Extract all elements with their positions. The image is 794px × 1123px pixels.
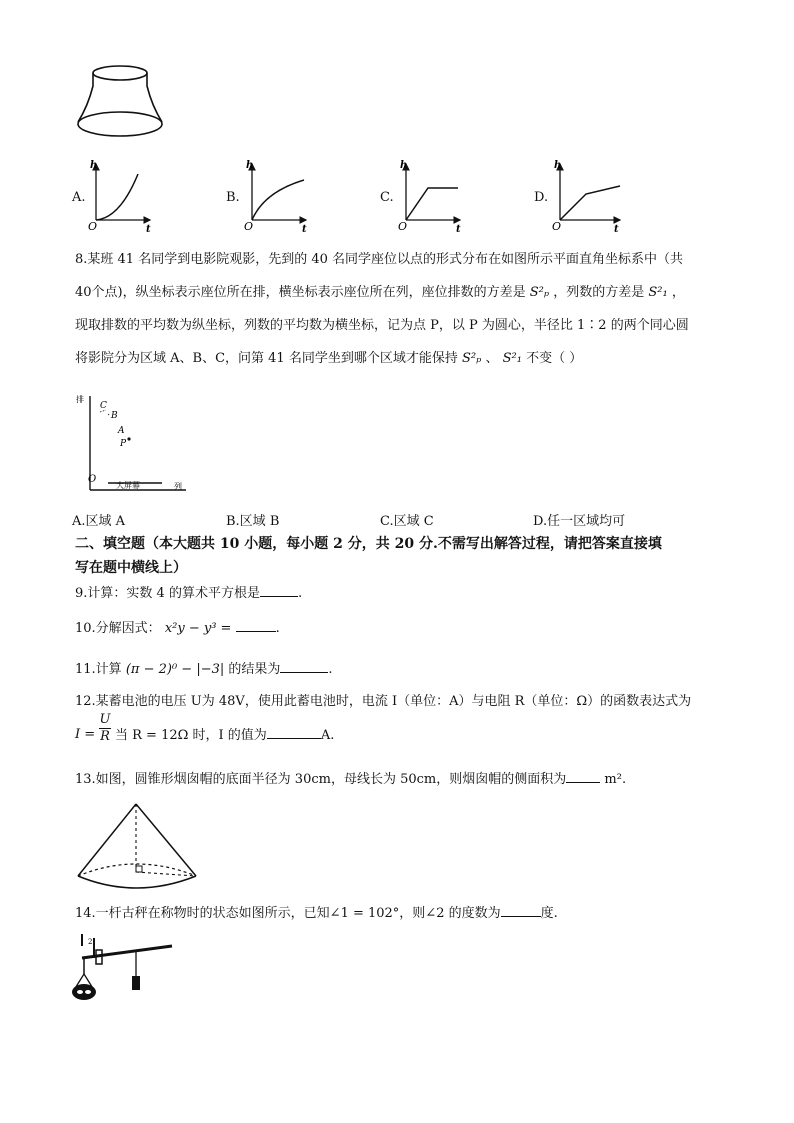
origin-label: O bbox=[244, 220, 254, 233]
q14-answer-blank bbox=[501, 904, 541, 917]
graph-option-c bbox=[396, 158, 466, 234]
q14-angle-2-mark: 2 bbox=[88, 938, 93, 946]
q14 bbox=[75, 904, 558, 923]
q8-line-4 bbox=[75, 350, 582, 368]
q8-y-axis-label: 排 bbox=[76, 395, 84, 404]
q8-line-1: 8.某班 41 名同学到电影院观影，先到的 40 名同学座位以点的形式分布在如图所示平面直角坐标系中（共 bbox=[75, 252, 684, 267]
q9-end: . bbox=[297, 586, 303, 601]
q8-line-4b: 、 bbox=[485, 351, 499, 366]
q8-var-sp2: S²ₚ bbox=[529, 285, 550, 300]
q13-cone-figure bbox=[74, 800, 200, 892]
axis-t-label: t bbox=[456, 224, 461, 234]
axis-h-label: h bbox=[90, 160, 98, 171]
q8-var-sp2-b: S²ₚ bbox=[461, 351, 482, 366]
q14-text: 14.一杆古秤在称物时的状态如图所示，已知∠1 = 102°，则∠2 的度数为 bbox=[75, 906, 501, 921]
q10-answer-blank bbox=[236, 619, 276, 632]
q8-region-b-label: B bbox=[111, 411, 118, 421]
q12-mid: 当 R = 12Ω 时，I 的值为 bbox=[115, 728, 267, 743]
q8-option-a: A.区域 A bbox=[72, 514, 126, 529]
q8-line-2c: ， bbox=[671, 285, 685, 300]
q13-answer-blank bbox=[566, 770, 600, 783]
section-2-heading-line-1: 二、填空题（本大题共 10 小题，每小题 2 分，共 20 分.不需写出解答过程，请把答案直接填 bbox=[75, 536, 662, 552]
q12-i-eq: I = bbox=[75, 727, 96, 742]
graph-option-d-label: D. bbox=[534, 190, 549, 205]
graph-option-c-label: C. bbox=[380, 190, 394, 205]
q13-unit: m² bbox=[604, 772, 622, 787]
q8-region-a-label: A bbox=[118, 426, 125, 436]
q9-text: 9.计算：实数 4 的算术平方根是 bbox=[75, 586, 260, 601]
q14-end: 度. bbox=[540, 906, 558, 921]
q10-text: 10.分解因式： bbox=[75, 621, 161, 636]
q8-line-2b: ，列数的方差是 bbox=[553, 285, 645, 300]
q8-line-2 bbox=[75, 284, 685, 302]
q8-region-c-label: C bbox=[100, 401, 107, 411]
q12-line-1: 12.某蓄电池的电压 U为 48V，使用此蓄电池时，电流 I（单位：A）与电阻 R（单位：Ω）的函数表达式为 bbox=[75, 694, 692, 709]
q8-line-4c: 不变（ ） bbox=[526, 351, 583, 366]
q12-frac-den: R bbox=[100, 729, 110, 744]
q10-expr: x²y − y³ = bbox=[164, 621, 232, 636]
q8-var-sl2: S²₁ bbox=[648, 285, 668, 300]
q12-fraction bbox=[99, 712, 111, 745]
q8-option-b: B.区域 B bbox=[226, 514, 280, 529]
q11-end: . bbox=[328, 662, 333, 677]
q8-point-p-label: P bbox=[120, 439, 127, 449]
q8-option-d: D.任一区域均可 bbox=[533, 514, 626, 529]
q11-expr: (π − 2)⁰ − |−3| bbox=[125, 662, 225, 677]
q10 bbox=[75, 619, 280, 638]
q8-line-4a: 将影院分为区域 A、B、C，问第 41 名同学坐到哪个区域才能保持 bbox=[75, 351, 458, 366]
graph-option-b bbox=[242, 158, 312, 234]
q8-line-2a: 40个点)，纵坐标表示座位所在排，横坐标表示座位所在列，座位排数的方差是 bbox=[75, 285, 526, 300]
q13-text: 13.如图，圆锥形烟囱帽的底面半径为 30cm，母线长为 50cm，则烟囱帽的侧面积为 bbox=[75, 772, 567, 787]
q8-screen-label: 大屏幕 bbox=[116, 481, 140, 490]
q8-x-axis-label: 列 bbox=[174, 482, 182, 491]
q14-steelyard-figure bbox=[70, 930, 176, 1010]
q11-answer-blank bbox=[280, 660, 328, 673]
q12-answer-blank bbox=[267, 726, 321, 739]
origin-label: O bbox=[552, 220, 562, 233]
q11-mid: 的结果为 bbox=[228, 662, 281, 677]
q13 bbox=[75, 770, 626, 789]
q13-end: . bbox=[621, 772, 627, 787]
axis-t-label: t bbox=[146, 224, 151, 234]
axis-t-label: t bbox=[302, 224, 307, 234]
axis-h-label: h bbox=[246, 160, 254, 171]
q9-answer-blank bbox=[260, 584, 298, 597]
graph-option-b-label: B. bbox=[226, 190, 240, 205]
q8-option-c: C.区域 C bbox=[380, 514, 434, 529]
section-2-heading-line-2: 写在题中横线上） bbox=[75, 560, 187, 576]
q12-frac-num: U bbox=[99, 712, 111, 727]
q11-text: 11.计算 bbox=[75, 662, 122, 677]
q8-line-3: 现取排数的平均数为纵坐标，列数的平均数为横坐标，记为点 P，以 P 为圆心，半径比 1∶2 的两个同心圆 bbox=[75, 318, 689, 333]
graph-option-d bbox=[550, 158, 626, 234]
q12-end: A. bbox=[320, 728, 335, 743]
origin-label: O bbox=[398, 220, 408, 233]
q10-end: . bbox=[275, 621, 280, 636]
q12-line-2-rest bbox=[115, 726, 334, 745]
axis-t-label: t bbox=[614, 224, 619, 234]
q8-origin-label: O bbox=[88, 474, 97, 485]
graph-option-a-label: A. bbox=[72, 190, 86, 205]
graph-option-a bbox=[86, 158, 156, 234]
frustum-figure bbox=[74, 62, 166, 144]
origin-label: O bbox=[88, 220, 98, 233]
axis-h-label: h bbox=[400, 160, 408, 171]
q8-var-sl2-b: S²₁ bbox=[502, 351, 522, 366]
q11 bbox=[75, 660, 333, 679]
axis-h-label: h bbox=[554, 160, 562, 171]
q9 bbox=[75, 584, 302, 603]
q8-coordinate-figure bbox=[72, 388, 192, 498]
